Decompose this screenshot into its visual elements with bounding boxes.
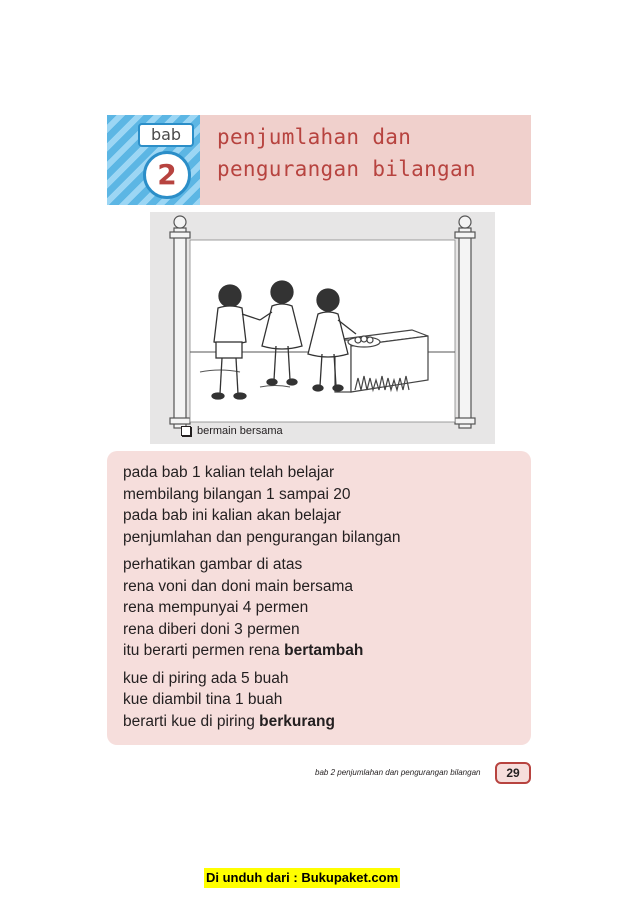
download-source-note: Di unduh dari : Bukupaket.com bbox=[204, 868, 400, 888]
text-line bbox=[123, 640, 523, 662]
text-line: penjumlahan dan pengurangan bilangan bbox=[123, 528, 401, 546]
keyword-berkurang: berkurang bbox=[259, 712, 335, 730]
table bbox=[335, 330, 428, 392]
right-pillar bbox=[455, 216, 475, 428]
text-line-prefix: itu berarti permen rena bbox=[123, 642, 285, 659]
lesson-text bbox=[123, 462, 523, 738]
keyword-bertambah: bertambah bbox=[284, 642, 364, 659]
illustration-caption bbox=[181, 425, 283, 437]
page-number: 29 bbox=[495, 762, 531, 784]
running-footer-title: bab 2 penjumlahan dan pengurangan bilangan bbox=[315, 768, 481, 777]
text-line bbox=[123, 711, 523, 733]
text-line-prefix: berarti kue di piring bbox=[123, 712, 260, 730]
children-playing-illustration bbox=[150, 212, 495, 444]
text-line: membilang bilangan 1 sampai 20 bbox=[123, 485, 351, 503]
text-line: kue diambil tina 1 buah bbox=[123, 691, 283, 708]
text-line: rena voni dan doni main bersama bbox=[123, 577, 354, 595]
chapter-title bbox=[217, 121, 517, 185]
chapter-number: 2 bbox=[143, 151, 191, 199]
text-line: pada bab 1 kalian telah belajar bbox=[123, 464, 335, 481]
paragraph-1 bbox=[123, 462, 523, 548]
text-line: perhatikan gambar di atas bbox=[123, 556, 303, 573]
text-line: rena mempunyai 4 permen bbox=[123, 599, 309, 616]
text-line: pada bab ini kalian akan belajar bbox=[123, 507, 342, 524]
paragraph-2 bbox=[123, 554, 523, 662]
chapter-title-line-2: pengurangan bilangan bbox=[217, 157, 476, 181]
paragraph-3 bbox=[123, 668, 523, 733]
text-line: kue di piring ada 5 buah bbox=[123, 669, 289, 687]
text-line: rena diberi doni 3 permen bbox=[123, 620, 300, 638]
left-pillar bbox=[170, 216, 190, 428]
chapter-title-line-1: penjumlahan dan bbox=[217, 125, 412, 149]
chapter-label: bab bbox=[138, 123, 194, 147]
illustration-frame bbox=[150, 212, 495, 444]
caption-bullet-icon bbox=[181, 426, 191, 436]
caption-text: bermain bersama bbox=[197, 425, 283, 437]
